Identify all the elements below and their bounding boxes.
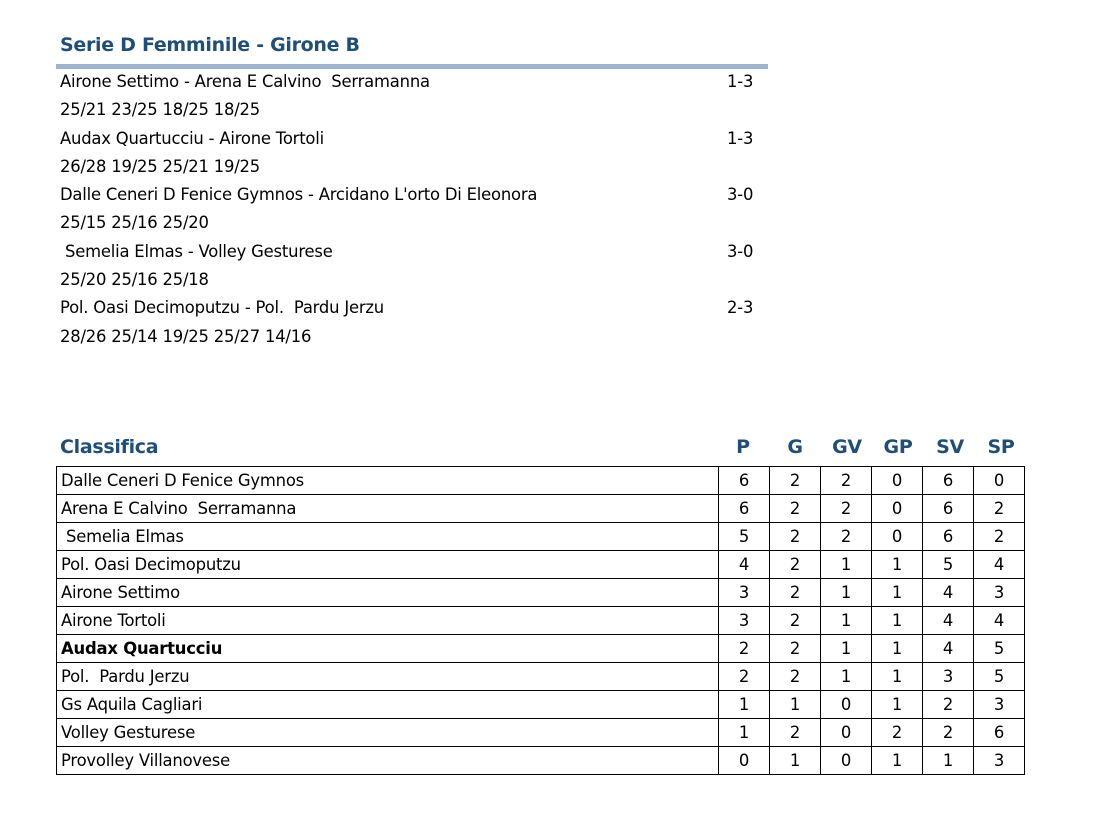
col-header-p: P	[736, 436, 750, 458]
stat-cell-sp: 3	[974, 579, 1025, 607]
match-teams: Dalle Ceneri D Fenice Gymnos - Arcidano L'orto Di Eleonora	[60, 185, 538, 205]
table-row	[57, 579, 1025, 607]
stat-cell-sp: 2	[974, 523, 1025, 551]
standings-title: Classifica	[60, 436, 159, 458]
table-row	[57, 551, 1025, 579]
stat-cell-gp: 1	[872, 691, 923, 719]
team-name-cell: Airone Settimo	[57, 579, 719, 607]
stat-cell-gp: 1	[872, 635, 923, 663]
table-row	[57, 467, 1025, 495]
stat-cell-gp: 1	[872, 579, 923, 607]
stat-cell-sp: 0	[974, 467, 1025, 495]
stat-cell-p: 3	[719, 607, 770, 635]
match-sets: 25/15 25/16 25/20	[60, 213, 209, 233]
stat-cell-gp: 0	[872, 495, 923, 523]
match-sets: 28/26 25/14 19/25 25/27 14/16	[60, 326, 312, 346]
table-row	[57, 607, 1025, 635]
stat-cell-gp: 1	[872, 663, 923, 691]
stat-cell-p: 1	[719, 691, 770, 719]
stat-cell-sv: 6	[923, 495, 974, 523]
col-header-gp: GP	[883, 436, 913, 458]
stat-cell-sp: 3	[974, 691, 1025, 719]
stat-cell-p: 5	[719, 523, 770, 551]
stat-cell-gv: 1	[821, 663, 872, 691]
stat-cell-g: 2	[770, 495, 821, 523]
stat-cell-gv: 1	[821, 635, 872, 663]
match-score: 1-3	[727, 72, 754, 91]
match-score: 3-0	[727, 185, 754, 205]
team-name-cell: Gs Aquila Cagliari	[57, 691, 719, 719]
team-name-cell: Dalle Ceneri D Fenice Gymnos	[57, 467, 719, 495]
match-line	[60, 125, 760, 153]
table-row	[57, 747, 1025, 775]
team-name-cell: Audax Quartucciu	[57, 635, 719, 663]
stat-cell-gp: 1	[872, 551, 923, 579]
stat-cell-sv: 5	[923, 551, 974, 579]
stat-cell-sv: 1	[923, 747, 974, 775]
stat-cell-sp: 3	[974, 747, 1025, 775]
match-teams: Audax Quartucciu - Airone Tortoli	[60, 128, 324, 148]
team-name-cell: Volley Gesturese	[57, 719, 719, 747]
stat-cell-gp: 1	[872, 607, 923, 635]
match-line	[60, 294, 760, 322]
match-sets: 25/21 23/25 18/25 18/25	[60, 100, 260, 120]
standings-body	[57, 467, 1025, 775]
stat-cell-g: 2	[770, 663, 821, 691]
stat-cell-g: 2	[770, 551, 821, 579]
stat-cell-gv: 0	[821, 691, 872, 719]
standings-table	[56, 466, 1025, 775]
stat-cell-g: 2	[770, 467, 821, 495]
stat-cell-sv: 6	[923, 467, 974, 495]
stat-cell-gv: 1	[821, 551, 872, 579]
match-line	[60, 238, 760, 266]
stat-cell-sp: 4	[974, 607, 1025, 635]
stat-cell-g: 2	[770, 607, 821, 635]
match-line	[60, 181, 760, 209]
stat-cell-gp: 0	[872, 523, 923, 551]
stat-cell-p: 2	[719, 635, 770, 663]
stat-cell-sp: 5	[974, 663, 1025, 691]
stat-cell-sp: 4	[974, 551, 1025, 579]
table-row	[57, 523, 1025, 551]
table-row	[57, 719, 1025, 747]
stat-cell-gv: 1	[821, 607, 872, 635]
stat-cell-gv: 2	[821, 523, 872, 551]
stat-cell-sp: 6	[974, 719, 1025, 747]
table-row	[57, 495, 1025, 523]
stat-cell-p: 2	[719, 663, 770, 691]
col-header-g: G	[787, 436, 803, 458]
stat-cell-g: 1	[770, 691, 821, 719]
stat-cell-gv: 2	[821, 495, 872, 523]
col-header-gv: GV	[832, 436, 862, 458]
stat-cell-gv: 1	[821, 579, 872, 607]
stat-cell-g: 2	[770, 635, 821, 663]
stat-cell-sv: 2	[923, 719, 974, 747]
stat-cell-p: 4	[719, 551, 770, 579]
match-teams: Semelia Elmas - Volley Gesturese	[60, 241, 333, 261]
results-list	[60, 68, 760, 351]
stat-cell-p: 3	[719, 579, 770, 607]
match-teams: Pol. Oasi Decimoputzu - Pol. Pardu Jerzu	[60, 298, 384, 318]
results-title: Serie D Femminile - Girone B	[60, 34, 360, 56]
stat-cell-gv: 0	[821, 747, 872, 775]
match-score: 3-0	[727, 241, 754, 261]
team-name-cell: Pol. Oasi Decimoputzu	[57, 551, 719, 579]
stat-cell-p: 6	[719, 495, 770, 523]
col-header-sp: SP	[987, 436, 1015, 458]
stat-cell-sv: 3	[923, 663, 974, 691]
stat-cell-gp: 2	[872, 719, 923, 747]
stat-cell-gp: 0	[872, 467, 923, 495]
match-sets: 26/28 19/25 25/21 19/25	[60, 156, 260, 176]
col-header-sv: SV	[936, 436, 964, 458]
stat-cell-sv: 2	[923, 691, 974, 719]
stat-cell-p: 6	[719, 467, 770, 495]
stat-cell-g: 2	[770, 579, 821, 607]
team-name-cell: Provolley Villanovese	[57, 747, 719, 775]
stat-cell-g: 1	[770, 747, 821, 775]
stat-cell-sp: 2	[974, 495, 1025, 523]
stat-cell-sv: 6	[923, 523, 974, 551]
table-row	[57, 691, 1025, 719]
match-sets: 25/20 25/16 25/18	[60, 270, 209, 290]
stat-cell-sp: 5	[974, 635, 1025, 663]
stat-cell-gv: 0	[821, 719, 872, 747]
match-line	[60, 68, 760, 96]
match-score: 2-3	[727, 298, 754, 318]
match-teams: Airone Settimo - Arena E Calvino Serramanna	[60, 72, 430, 91]
stat-cell-gp: 1	[872, 747, 923, 775]
stat-cell-p: 1	[719, 719, 770, 747]
stat-cell-p: 0	[719, 747, 770, 775]
team-name-cell: Pol. Pardu Jerzu	[57, 663, 719, 691]
stat-cell-sv: 4	[923, 579, 974, 607]
match-score: 1-3	[727, 128, 754, 148]
table-row	[57, 635, 1025, 663]
team-name-cell: Arena E Calvino Serramanna	[57, 495, 719, 523]
team-name-cell: Airone Tortoli	[57, 607, 719, 635]
team-name-cell: Semelia Elmas	[57, 523, 719, 551]
stat-cell-gv: 2	[821, 467, 872, 495]
stat-cell-g: 2	[770, 719, 821, 747]
stat-cell-g: 2	[770, 523, 821, 551]
table-row	[57, 663, 1025, 691]
stat-cell-sv: 4	[923, 635, 974, 663]
stat-cell-sv: 4	[923, 607, 974, 635]
